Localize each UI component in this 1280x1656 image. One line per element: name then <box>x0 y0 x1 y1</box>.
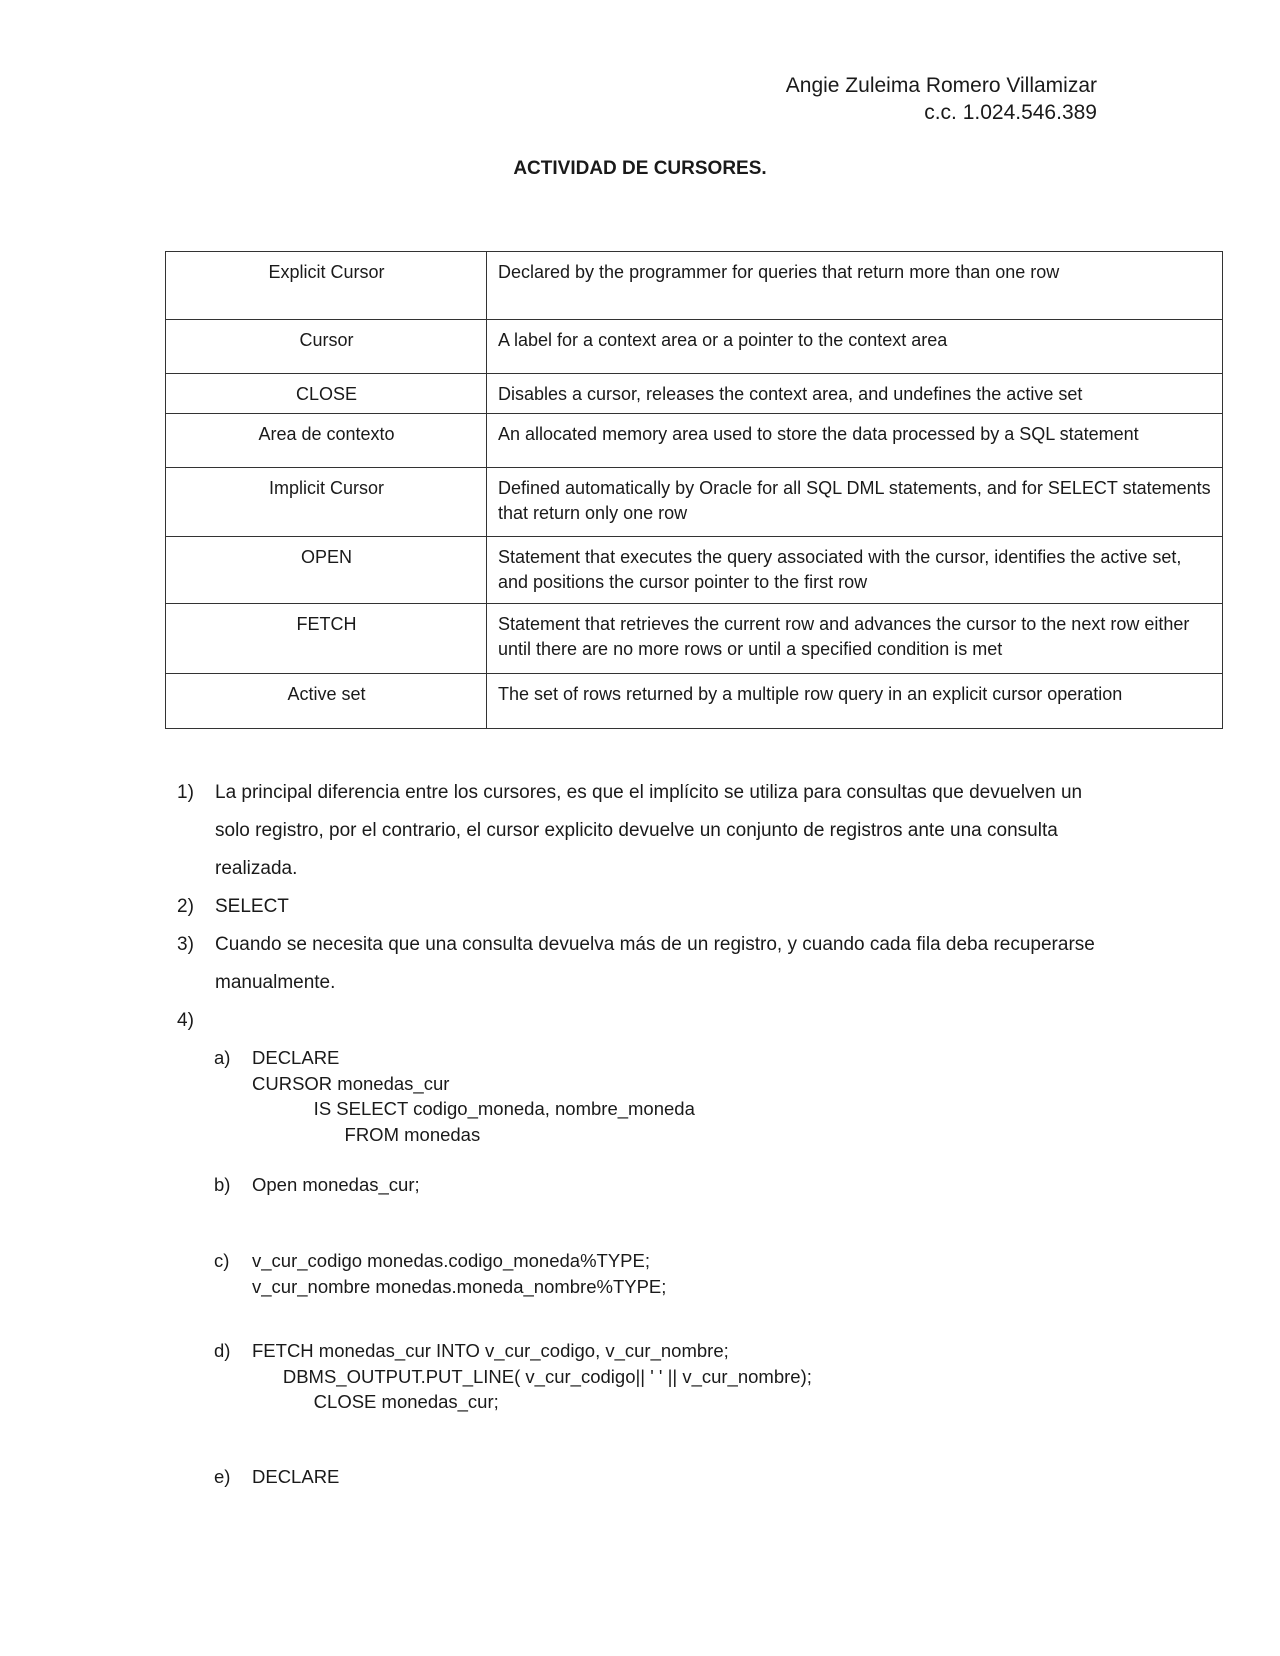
code-line: Open monedas_cur; <box>252 1174 420 1195</box>
answer-text: Cuando se necesita que una consulta devuelva más de un registro, y cuando cada fila deba recuperarse manualmente. <box>215 934 1095 993</box>
answer-item <box>175 774 1115 888</box>
code-block <box>252 1338 812 1415</box>
author-id: c.c. 1.024.546.389 <box>924 101 1097 124</box>
author-name: Angie Zuleima Romero Villamizar <box>785 74 1097 97</box>
table-row <box>166 414 1223 468</box>
definition-cell: A label for a context area or a pointer to the context area <box>487 320 1223 374</box>
code-block <box>252 1045 695 1147</box>
code-line: DECLARE <box>252 1466 340 1487</box>
term-cell: OPEN <box>166 537 487 604</box>
term-cell: FETCH <box>166 604 487 674</box>
definition-cell: An allocated memory area used to store the data processed by a SQL statement <box>487 414 1223 468</box>
answer-item <box>175 1002 1115 1040</box>
answer-number: 3) <box>177 934 194 955</box>
page-title: ACTIVIDAD DE CURSORES. <box>513 158 767 179</box>
answer-item <box>175 926 1115 1002</box>
table-row <box>166 468 1223 537</box>
table-row <box>166 252 1223 320</box>
definition-cell: Statement that retrieves the current row and advances the cursor to the next row either until there are no more rows or until a specified condition is met <box>487 604 1223 674</box>
code-line: v_cur_nombre monedas.moneda_nombre%TYPE; <box>252 1275 667 1297</box>
code-line: DBMS_OUTPUT.PUT_LINE( v_cur_codigo|| ' ' || v_cur_nombre); <box>252 1365 812 1387</box>
code-line: CLOSE monedas_cur; <box>252 1391 499 1412</box>
sub-answer-label: b) <box>214 1174 231 1195</box>
answer-number: 4) <box>177 1010 194 1031</box>
term-cell: Active set <box>166 674 487 729</box>
definition-cell: Defined automatically by Oracle for all SQL DML statements, and for SELECT statements that return only one row <box>487 468 1223 537</box>
definition-cell: Declared by the programmer for queries that return more than one row <box>487 252 1223 320</box>
code-block <box>252 1248 666 1299</box>
code-line: FROM monedas <box>252 1123 481 1145</box>
sub-answer-label: a) <box>214 1047 231 1068</box>
table-row <box>166 537 1223 604</box>
answer-text <box>215 1010 220 1031</box>
term-cell: CLOSE <box>166 374 487 414</box>
definitions-table <box>165 251 1223 729</box>
code-line: v_cur_codigo monedas.codigo_moneda%TYPE; <box>252 1250 650 1271</box>
answer-number: 1) <box>177 782 194 803</box>
answer-number: 2) <box>177 896 194 917</box>
term-cell: Implicit Cursor <box>166 468 487 537</box>
answer-item <box>175 888 1115 926</box>
term-cell: Explicit Cursor <box>166 252 487 320</box>
sub-answer-label: e) <box>214 1466 231 1487</box>
table-row <box>166 320 1223 374</box>
definition-cell: The set of rows returned by a multiple row query in an explicit cursor operation <box>487 674 1223 729</box>
table-row <box>166 374 1223 414</box>
code-line: CURSOR monedas_cur <box>252 1072 450 1094</box>
code-line: IS SELECT codigo_moneda, nombre_moneda <box>252 1098 695 1119</box>
sub-answer-label: c) <box>214 1250 230 1271</box>
term-cell: Area de contexto <box>166 414 487 468</box>
definition-cell: Statement that executes the query associated with the cursor, identifies the active set, and positions the cursor pointer to the first row <box>487 537 1223 604</box>
answer-text: SELECT <box>215 896 289 917</box>
code-block <box>252 1464 339 1490</box>
author-block <box>786 72 1097 126</box>
code-line: DECLARE <box>252 1047 340 1068</box>
table-row <box>166 604 1223 674</box>
code-line: FETCH monedas_cur INTO v_cur_codigo, v_cur_nombre; <box>252 1340 729 1361</box>
definition-cell: Disables a cursor, releases the context area, and undefines the active set <box>487 374 1223 414</box>
term-cell: Cursor <box>166 320 487 374</box>
table-row <box>166 674 1223 729</box>
code-block <box>252 1172 420 1198</box>
sub-answer-label: d) <box>214 1340 231 1361</box>
answers-list <box>175 774 1115 1040</box>
answer-text: La principal diferencia entre los cursores, es que el implícito se utiliza para consultas que devuelven un solo registro, por el contrario, el cursor explicito devuelve un conjunto de registros ante una consulta realizada. <box>215 782 1083 879</box>
